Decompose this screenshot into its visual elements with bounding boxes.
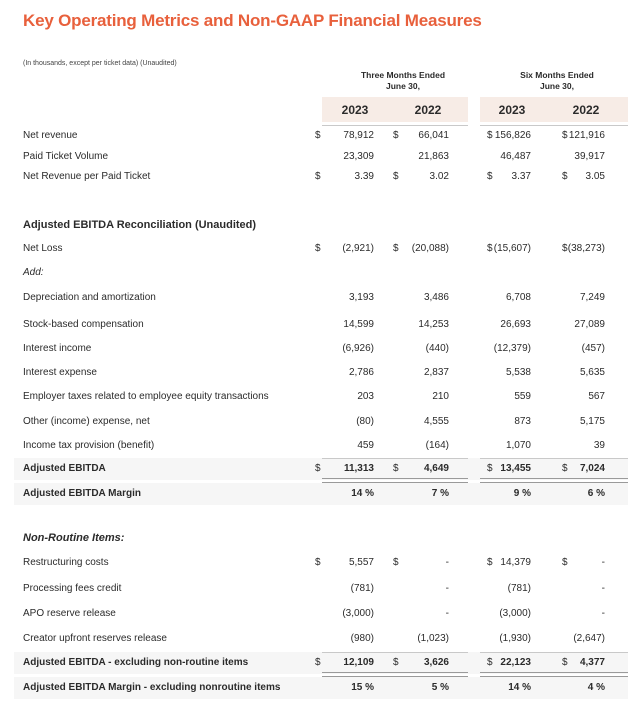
units-note: (In thousands, except per ticket data) (Unaudited) — [23, 60, 177, 67]
cell-value: (1,930) — [499, 633, 531, 644]
cell-value: 7,024 — [579, 463, 605, 474]
cell-value: 210 — [432, 391, 449, 402]
ebitda-section-title: Adjusted EBITDA Reconciliation (Unaudited) — [23, 219, 257, 231]
cell-value: 22,123 — [500, 657, 531, 668]
table-rule — [480, 125, 628, 126]
currency-symbol: $ — [393, 243, 399, 254]
year-col-4: 2022 — [572, 103, 600, 117]
year-col-3: 2023 — [498, 103, 526, 117]
cell-value: - — [601, 557, 605, 568]
cell-value: (440) — [425, 343, 449, 354]
cell-value: 46,487 — [500, 151, 531, 162]
year-col-2: 2022 — [414, 103, 442, 117]
currency-symbol: $ — [315, 463, 321, 474]
cell-value: 5,538 — [505, 367, 531, 378]
six-months-header — [482, 70, 632, 92]
table-rule — [322, 652, 468, 653]
cell-value: 13,455 — [500, 463, 531, 474]
cell-value: 39 — [593, 440, 605, 451]
cell-value: - — [445, 557, 449, 568]
row-label: Stock-based compensation — [23, 319, 144, 330]
cell-value: 12,109 — [343, 657, 374, 668]
row-label: Interest expense — [23, 367, 97, 378]
cell-value: 66,041 — [418, 130, 449, 141]
row-label: Other (income) expense, net — [23, 416, 150, 427]
cell-value: 27,089 — [574, 319, 605, 330]
currency-symbol: $ — [315, 171, 321, 182]
cell-value: - — [601, 608, 605, 619]
cell-value: 7,249 — [579, 292, 605, 303]
row-label: Restructuring costs — [23, 557, 109, 568]
currency-symbol: $ — [393, 130, 399, 141]
cell-value: 3.05 — [585, 171, 605, 182]
currency-symbol: $ — [315, 130, 321, 141]
cell-value: 39,917 — [574, 151, 605, 162]
cell-value: 156,826 — [494, 130, 531, 141]
cell-value: 14,379 — [500, 557, 531, 568]
six-months-header-line1: Six Months Ended — [520, 70, 594, 80]
currency-symbol: $ — [393, 463, 399, 474]
table-rule — [480, 458, 628, 459]
currency-symbol: $ — [315, 557, 321, 568]
cell-value: 11,313 — [343, 463, 374, 474]
cell-value: 121,916 — [568, 130, 605, 141]
cell-value: 3.39 — [354, 171, 374, 182]
cell-value: (80) — [356, 416, 374, 427]
currency-symbol: $ — [393, 657, 399, 668]
cell-value: 23,309 — [343, 151, 374, 162]
page-title: Key Operating Metrics and Non-GAAP Financial Measures — [23, 11, 482, 30]
cell-value: 21,863 — [418, 151, 449, 162]
currency-symbol: $ — [393, 171, 399, 182]
row-label: Net Revenue per Paid Ticket — [23, 171, 151, 182]
cell-value: (3,000) — [499, 608, 531, 619]
cell-value: 7 % — [431, 488, 449, 499]
cell-value: (38,273) — [567, 243, 605, 254]
cell-value: 4,377 — [579, 657, 605, 668]
currency-symbol: $ — [562, 171, 568, 182]
cell-value: 14,599 — [343, 319, 374, 330]
cell-value: 3.02 — [429, 171, 449, 182]
row-label: Income tax provision (benefit) — [23, 440, 155, 451]
cell-value: 3.37 — [511, 171, 531, 182]
currency-symbol: $ — [315, 657, 321, 668]
table-rule — [480, 672, 628, 677]
cell-value: 567 — [588, 391, 605, 402]
cell-value: - — [445, 608, 449, 619]
cell-value: 459 — [357, 440, 374, 451]
cell-value: (164) — [425, 440, 449, 451]
currency-symbol: $ — [562, 243, 568, 254]
table-rule — [480, 478, 628, 483]
cell-value: 4,649 — [423, 463, 449, 474]
cell-value: 5,175 — [579, 416, 605, 427]
cell-value: 1,070 — [505, 440, 531, 451]
cell-value: 14,253 — [418, 319, 449, 330]
cell-value: 4,555 — [423, 416, 449, 427]
cell-value: 2,786 — [348, 367, 374, 378]
table-rule — [322, 672, 468, 677]
table-rule — [322, 458, 468, 459]
three-months-header-line1: Three Months Ended — [360, 70, 446, 80]
cell-value: 873 — [514, 416, 531, 427]
cell-value: 6,708 — [505, 292, 531, 303]
three-months-header — [323, 70, 483, 92]
cell-value: 5 % — [431, 682, 449, 693]
cell-value: 559 — [514, 391, 531, 402]
row-label: Adjusted EBITDA Margin - excluding nonroutine items — [23, 682, 281, 693]
cell-value: (20,088) — [411, 243, 449, 254]
table-rule — [480, 652, 628, 653]
row-label: Interest income — [23, 343, 92, 354]
cell-value: (6,926) — [342, 343, 374, 354]
cell-value: 14 % — [508, 682, 531, 693]
cell-value: - — [601, 583, 605, 594]
cell-value: 3,486 — [423, 292, 449, 303]
table-rule — [322, 478, 468, 483]
cell-value: (781) — [507, 583, 531, 594]
cell-value: 6 % — [587, 488, 605, 499]
cell-value: 203 — [357, 391, 374, 402]
currency-symbol: $ — [393, 557, 399, 568]
currency-symbol: $ — [487, 243, 493, 254]
table-rule — [322, 125, 468, 126]
currency-symbol: $ — [315, 243, 321, 254]
row-label: Adjusted EBITDA — [23, 463, 106, 474]
cell-value: 26,693 — [500, 319, 531, 330]
row-label: Net Loss — [23, 243, 63, 254]
currency-symbol: $ — [562, 557, 568, 568]
currency-symbol: $ — [487, 130, 493, 141]
cell-value: (3,000) — [342, 608, 374, 619]
year-col-1: 2023 — [341, 103, 369, 117]
currency-symbol: $ — [487, 657, 493, 668]
cell-value: (2,647) — [573, 633, 605, 644]
cell-value: 3,626 — [423, 657, 449, 668]
row-label: APO reserve release — [23, 608, 116, 619]
row-label: Depreciation and amortization — [23, 292, 156, 303]
cell-value: (980) — [350, 633, 374, 644]
currency-symbol: $ — [487, 171, 493, 182]
three-months-header-line2: June 30, — [385, 81, 421, 91]
cell-value: (15,607) — [493, 243, 531, 254]
cell-value: (781) — [350, 583, 374, 594]
row-label: Processing fees credit — [23, 583, 122, 594]
cell-value: 5,635 — [579, 367, 605, 378]
currency-symbol: $ — [487, 557, 493, 568]
currency-symbol: $ — [562, 130, 568, 141]
cell-value: 4 % — [587, 682, 605, 693]
non-routine-section-title: Non-Routine Items: — [23, 532, 125, 544]
row-label: Adjusted EBITDA - excluding non-routine items — [23, 657, 249, 668]
cell-value: (1,023) — [417, 633, 449, 644]
cell-value: (457) — [581, 343, 605, 354]
cell-value: 5,557 — [348, 557, 374, 568]
row-label: Net revenue — [23, 130, 78, 141]
row-label: Add: — [23, 267, 44, 278]
cell-value: - — [445, 583, 449, 594]
cell-value: 9 % — [513, 488, 531, 499]
six-months-header-line2: June 30, — [539, 81, 575, 91]
currency-symbol: $ — [562, 463, 568, 474]
cell-value: 15 % — [351, 682, 374, 693]
total-row-background — [14, 458, 628, 480]
currency-symbol: $ — [562, 657, 568, 668]
cell-value: (12,379) — [493, 343, 531, 354]
row-label: Employer taxes related to employee equity transactions — [23, 391, 269, 402]
row-label: Paid Ticket Volume — [23, 151, 109, 162]
row-label: Adjusted EBITDA Margin — [23, 488, 141, 499]
cell-value: 14 % — [351, 488, 374, 499]
cell-value: (2,921) — [342, 243, 374, 254]
row-label: Creator upfront reserves release — [23, 633, 167, 644]
cell-value: 2,837 — [423, 367, 449, 378]
cell-value: 3,193 — [348, 292, 374, 303]
cell-value: 78,912 — [343, 130, 374, 141]
currency-symbol: $ — [487, 463, 493, 474]
